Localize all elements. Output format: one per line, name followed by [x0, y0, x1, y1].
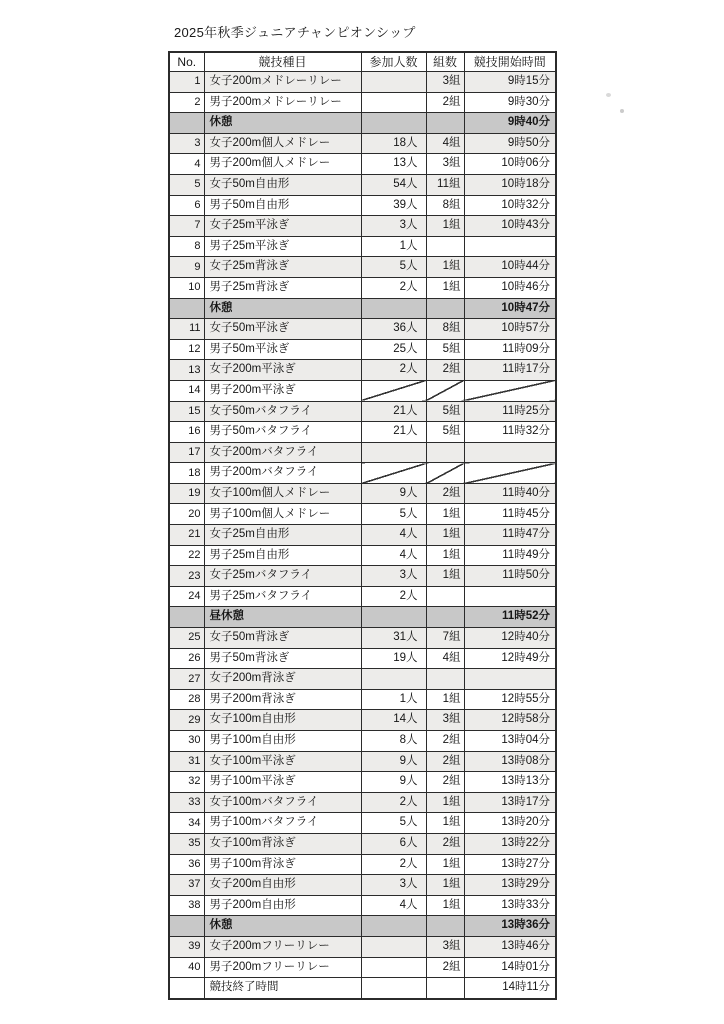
cell-heats: 3組	[426, 936, 464, 957]
cell-event: 男子25mバタフライ	[204, 586, 361, 607]
cell-event: 男子50mバタフライ	[204, 422, 361, 443]
cell-event: 女子200mメドレーリレー	[204, 72, 361, 93]
cell-participants	[361, 957, 426, 978]
cell-participants	[361, 669, 426, 690]
event-row	[169, 936, 556, 957]
cell-time	[464, 669, 556, 690]
cell-heats: 1組	[426, 792, 464, 813]
cell-participants	[361, 936, 426, 957]
cell-heats: 1組	[426, 875, 464, 896]
cell-time: 13時29分	[464, 875, 556, 896]
cell-heats: 2組	[426, 360, 464, 381]
cell-heats: 3組	[426, 154, 464, 175]
cell-event: 女子50m背泳ぎ	[204, 628, 361, 649]
cell-no: 9	[169, 257, 204, 278]
scan-speck	[620, 109, 624, 113]
cell-heats: 1組	[426, 895, 464, 916]
cell-time: 13時13分	[464, 772, 556, 793]
cell-heats	[426, 607, 464, 628]
cell-event: 女子200mバタフライ	[204, 442, 361, 463]
cell-time: 13時04分	[464, 731, 556, 752]
cell-event: 男子100mバタフライ	[204, 813, 361, 834]
cell-time: 13時27分	[464, 854, 556, 875]
cell-heats: 1組	[426, 545, 464, 566]
cell-no: 25	[169, 628, 204, 649]
cell-event: 男子100m平泳ぎ	[204, 772, 361, 793]
cell-participants: 9人	[361, 772, 426, 793]
cell-participants: 14人	[361, 710, 426, 731]
cell-no	[169, 916, 204, 937]
cell-time: 12時40分	[464, 628, 556, 649]
cell-time: 13時46分	[464, 936, 556, 957]
event-row	[169, 133, 556, 154]
event-row	[169, 174, 556, 195]
cell-heats: 1組	[426, 566, 464, 587]
event-row	[169, 875, 556, 896]
event-row	[169, 566, 556, 587]
cell-event: 男子200m平泳ぎ	[204, 380, 361, 401]
cell-heats: 1組	[426, 504, 464, 525]
cell-no: 14	[169, 380, 204, 401]
event-row	[169, 586, 556, 607]
cell-event: 女子25m背泳ぎ	[204, 257, 361, 278]
event-row	[169, 277, 556, 298]
cell-event: 男子25m平泳ぎ	[204, 236, 361, 257]
cell-time	[464, 236, 556, 257]
cell-event: 競技終了時間	[204, 978, 361, 999]
event-row	[169, 257, 556, 278]
cell-time: 10時18分	[464, 174, 556, 195]
cell-time: 11時49分	[464, 545, 556, 566]
cell-no	[169, 298, 204, 319]
cell-participants: 8人	[361, 731, 426, 752]
cancelled-event-row	[169, 463, 556, 484]
cell-participants: 2人	[361, 277, 426, 298]
cell-participants: 5人	[361, 813, 426, 834]
cell-time: 9時30分	[464, 92, 556, 113]
cell-no: 35	[169, 833, 204, 854]
cell-no: 22	[169, 545, 204, 566]
cancelled-event-row	[169, 380, 556, 401]
schedule-table-body	[169, 72, 556, 999]
cell-participants: 4人	[361, 545, 426, 566]
cell-heats: 8組	[426, 195, 464, 216]
cell-heats	[426, 586, 464, 607]
cell-event: 男子200m自由形	[204, 895, 361, 916]
cell-heats	[426, 113, 464, 134]
cell-participants: 31人	[361, 628, 426, 649]
cell-event: 男子100m背泳ぎ	[204, 854, 361, 875]
cell-participants	[361, 380, 426, 401]
cell-heats: 3組	[426, 72, 464, 93]
cell-no: 30	[169, 731, 204, 752]
column-header-heats: 組数	[426, 52, 464, 72]
event-row	[169, 545, 556, 566]
cell-participants: 4人	[361, 525, 426, 546]
cell-heats: 5組	[426, 422, 464, 443]
event-row	[169, 195, 556, 216]
cell-event: 女子100m平泳ぎ	[204, 751, 361, 772]
cell-time: 12時58分	[464, 710, 556, 731]
cell-no	[169, 113, 204, 134]
cell-time: 11時50分	[464, 566, 556, 587]
cell-participants: 6人	[361, 833, 426, 854]
cell-time: 10時46分	[464, 277, 556, 298]
cell-no: 40	[169, 957, 204, 978]
cell-event: 女子200m平泳ぎ	[204, 360, 361, 381]
cell-event: 女子100m個人メドレー	[204, 483, 361, 504]
cell-time: 9時50分	[464, 133, 556, 154]
cell-participants	[361, 298, 426, 319]
cell-no: 39	[169, 936, 204, 957]
event-row	[169, 854, 556, 875]
cell-no: 12	[169, 339, 204, 360]
cell-time: 11時32分	[464, 422, 556, 443]
cell-participants: 39人	[361, 195, 426, 216]
cancelled-event-row	[169, 669, 556, 690]
cell-time	[464, 380, 556, 401]
cell-participants	[361, 607, 426, 628]
event-row	[169, 895, 556, 916]
cell-participants: 21人	[361, 422, 426, 443]
cell-time: 11時17分	[464, 360, 556, 381]
cell-participants: 1人	[361, 236, 426, 257]
cell-time: 11時47分	[464, 525, 556, 546]
cell-participants: 5人	[361, 504, 426, 525]
event-row	[169, 92, 556, 113]
event-row	[169, 772, 556, 793]
cell-no: 20	[169, 504, 204, 525]
cell-event: 女子200m背泳ぎ	[204, 669, 361, 690]
cell-no: 28	[169, 689, 204, 710]
cell-event: 休憩	[204, 298, 361, 319]
cell-time	[464, 442, 556, 463]
cell-heats	[426, 380, 464, 401]
event-row	[169, 360, 556, 381]
cell-participants	[361, 978, 426, 999]
cell-time: 12時49分	[464, 648, 556, 669]
cell-event: 女子100m自由形	[204, 710, 361, 731]
cell-event: 男子200m個人メドレー	[204, 154, 361, 175]
cell-no: 17	[169, 442, 204, 463]
cell-no: 26	[169, 648, 204, 669]
cell-heats: 7組	[426, 628, 464, 649]
cell-heats: 11組	[426, 174, 464, 195]
cell-no: 7	[169, 216, 204, 237]
cell-heats	[426, 978, 464, 999]
break-row	[169, 298, 556, 319]
event-row	[169, 689, 556, 710]
cell-no: 6	[169, 195, 204, 216]
cell-no: 34	[169, 813, 204, 834]
cell-participants	[361, 72, 426, 93]
scan-speck	[606, 93, 611, 97]
event-row	[169, 339, 556, 360]
break-row	[169, 607, 556, 628]
cell-event: 男子200m背泳ぎ	[204, 689, 361, 710]
event-row	[169, 648, 556, 669]
break-row	[169, 113, 556, 134]
cell-event: 女子25m平泳ぎ	[204, 216, 361, 237]
cell-heats: 1組	[426, 689, 464, 710]
cell-participants: 1人	[361, 689, 426, 710]
cell-heats	[426, 669, 464, 690]
cell-event: 女子25mバタフライ	[204, 566, 361, 587]
cell-time: 13時22分	[464, 833, 556, 854]
cell-heats: 3組	[426, 710, 464, 731]
cell-participants: 5人	[361, 257, 426, 278]
cell-no: 33	[169, 792, 204, 813]
cancelled-event-row	[169, 442, 556, 463]
cell-participants: 2人	[361, 792, 426, 813]
cell-event: 男子25m背泳ぎ	[204, 277, 361, 298]
event-row	[169, 319, 556, 340]
cell-no: 19	[169, 483, 204, 504]
cell-no: 2	[169, 92, 204, 113]
cell-time: 11時25分	[464, 401, 556, 422]
cell-no: 24	[169, 586, 204, 607]
cell-no: 1	[169, 72, 204, 93]
cell-event: 女子50m自由形	[204, 174, 361, 195]
cell-heats: 4組	[426, 648, 464, 669]
cell-event: 休憩	[204, 113, 361, 134]
cell-time: 14時01分	[464, 957, 556, 978]
cell-heats: 1組	[426, 525, 464, 546]
cell-no: 8	[169, 236, 204, 257]
cell-event: 女子200m個人メドレー	[204, 133, 361, 154]
event-row	[169, 483, 556, 504]
event-row	[169, 154, 556, 175]
cell-time	[464, 463, 556, 484]
cell-no: 4	[169, 154, 204, 175]
cell-heats: 2組	[426, 483, 464, 504]
cell-participants: 19人	[361, 648, 426, 669]
cell-heats	[426, 442, 464, 463]
cell-participants: 3人	[361, 216, 426, 237]
cell-participants: 13人	[361, 154, 426, 175]
cell-event: 女子200m自由形	[204, 875, 361, 896]
cell-participants: 3人	[361, 875, 426, 896]
cell-heats: 2組	[426, 92, 464, 113]
cell-heats: 5組	[426, 339, 464, 360]
cell-participants: 2人	[361, 360, 426, 381]
cell-event: 男子50m平泳ぎ	[204, 339, 361, 360]
event-row	[169, 792, 556, 813]
cell-time: 11時52分	[464, 607, 556, 628]
cell-event: 昼休憩	[204, 607, 361, 628]
event-row	[169, 236, 556, 257]
cell-heats: 1組	[426, 257, 464, 278]
cell-no	[169, 978, 204, 999]
event-row	[169, 813, 556, 834]
cell-event: 男子100m個人メドレー	[204, 504, 361, 525]
cell-participants	[361, 442, 426, 463]
cell-heats	[426, 916, 464, 937]
cell-participants: 2人	[361, 586, 426, 607]
cell-participants	[361, 92, 426, 113]
cell-no: 16	[169, 422, 204, 443]
cell-heats: 2組	[426, 731, 464, 752]
cell-no: 10	[169, 277, 204, 298]
cell-time: 9時40分	[464, 113, 556, 134]
cell-heats: 1組	[426, 854, 464, 875]
cell-heats: 2組	[426, 833, 464, 854]
cell-event: 女子50m平泳ぎ	[204, 319, 361, 340]
competition-schedule-table	[168, 51, 557, 1000]
cell-time: 9時15分	[464, 72, 556, 93]
event-row	[169, 833, 556, 854]
column-header-no: No.	[169, 52, 204, 72]
cell-event: 男子50m背泳ぎ	[204, 648, 361, 669]
end-time-row	[169, 978, 556, 999]
cell-participants: 9人	[361, 483, 426, 504]
cell-time: 13時17分	[464, 792, 556, 813]
cell-heats: 8組	[426, 319, 464, 340]
cell-heats: 2組	[426, 751, 464, 772]
cell-no: 38	[169, 895, 204, 916]
cell-no: 21	[169, 525, 204, 546]
cell-participants: 9人	[361, 751, 426, 772]
cell-participants: 25人	[361, 339, 426, 360]
cell-heats: 1組	[426, 277, 464, 298]
cell-heats	[426, 236, 464, 257]
cell-participants: 21人	[361, 401, 426, 422]
cell-participants	[361, 113, 426, 134]
cell-time: 14時11分	[464, 978, 556, 999]
column-header-event: 競技種目	[204, 52, 361, 72]
cell-time	[464, 586, 556, 607]
cell-heats	[426, 298, 464, 319]
cell-time: 13時36分	[464, 916, 556, 937]
break-row	[169, 916, 556, 937]
column-header-participants: 参加人数	[361, 52, 426, 72]
cell-event: 男子50m自由形	[204, 195, 361, 216]
event-row	[169, 216, 556, 237]
cell-no: 5	[169, 174, 204, 195]
cell-heats: 5組	[426, 401, 464, 422]
cell-event: 休憩	[204, 916, 361, 937]
cell-time: 10時32分	[464, 195, 556, 216]
event-row	[169, 504, 556, 525]
cell-no: 13	[169, 360, 204, 381]
cell-event: 女子100mバタフライ	[204, 792, 361, 813]
cell-heats: 1組	[426, 813, 464, 834]
cell-event: 女子100m背泳ぎ	[204, 833, 361, 854]
cell-heats: 1組	[426, 216, 464, 237]
cell-time: 10時57分	[464, 319, 556, 340]
cell-time: 11時09分	[464, 339, 556, 360]
cell-event: 男子25m自由形	[204, 545, 361, 566]
cell-heats	[426, 463, 464, 484]
cell-time: 12時55分	[464, 689, 556, 710]
cell-no: 32	[169, 772, 204, 793]
cell-participants: 54人	[361, 174, 426, 195]
event-row	[169, 401, 556, 422]
cell-time: 13時08分	[464, 751, 556, 772]
cell-time: 11時45分	[464, 504, 556, 525]
cell-no: 11	[169, 319, 204, 340]
cell-participants	[361, 916, 426, 937]
cell-heats: 2組	[426, 957, 464, 978]
cell-no: 37	[169, 875, 204, 896]
cell-participants	[361, 463, 426, 484]
header-row	[169, 52, 556, 72]
cell-no: 23	[169, 566, 204, 587]
cell-no	[169, 607, 204, 628]
event-row	[169, 710, 556, 731]
cell-participants: 18人	[361, 133, 426, 154]
cell-no: 3	[169, 133, 204, 154]
event-row	[169, 628, 556, 649]
cell-time: 10時44分	[464, 257, 556, 278]
cell-participants: 4人	[361, 895, 426, 916]
cell-no: 18	[169, 463, 204, 484]
cell-heats: 2組	[426, 772, 464, 793]
cell-no: 29	[169, 710, 204, 731]
cell-participants: 36人	[361, 319, 426, 340]
event-row	[169, 751, 556, 772]
cell-no: 36	[169, 854, 204, 875]
cell-time: 10時47分	[464, 298, 556, 319]
cell-event: 女子200mフリーリレー	[204, 936, 361, 957]
cell-event: 男子200mメドレーリレー	[204, 92, 361, 113]
cell-no: 31	[169, 751, 204, 772]
cell-time: 13時33分	[464, 895, 556, 916]
event-row	[169, 525, 556, 546]
cell-time: 11時40分	[464, 483, 556, 504]
cell-event: 女子50mバタフライ	[204, 401, 361, 422]
document-title: 2025年秋季ジュニアチャンピオンシップ	[174, 25, 416, 40]
cell-event: 男子100m自由形	[204, 731, 361, 752]
event-row	[169, 422, 556, 443]
cell-time: 10時43分	[464, 216, 556, 237]
event-row	[169, 72, 556, 93]
event-row	[169, 731, 556, 752]
cell-heats: 4組	[426, 133, 464, 154]
cell-time: 10時06分	[464, 154, 556, 175]
cell-event: 男子200mフリーリレー	[204, 957, 361, 978]
cell-participants: 3人	[361, 566, 426, 587]
cell-time: 13時20分	[464, 813, 556, 834]
cell-no: 27	[169, 669, 204, 690]
column-header-start-time: 競技開始時間	[464, 52, 556, 72]
event-row	[169, 957, 556, 978]
cell-no: 15	[169, 401, 204, 422]
cell-event: 男子200mバタフライ	[204, 463, 361, 484]
cell-participants: 2人	[361, 854, 426, 875]
cell-event: 女子25m自由形	[204, 525, 361, 546]
